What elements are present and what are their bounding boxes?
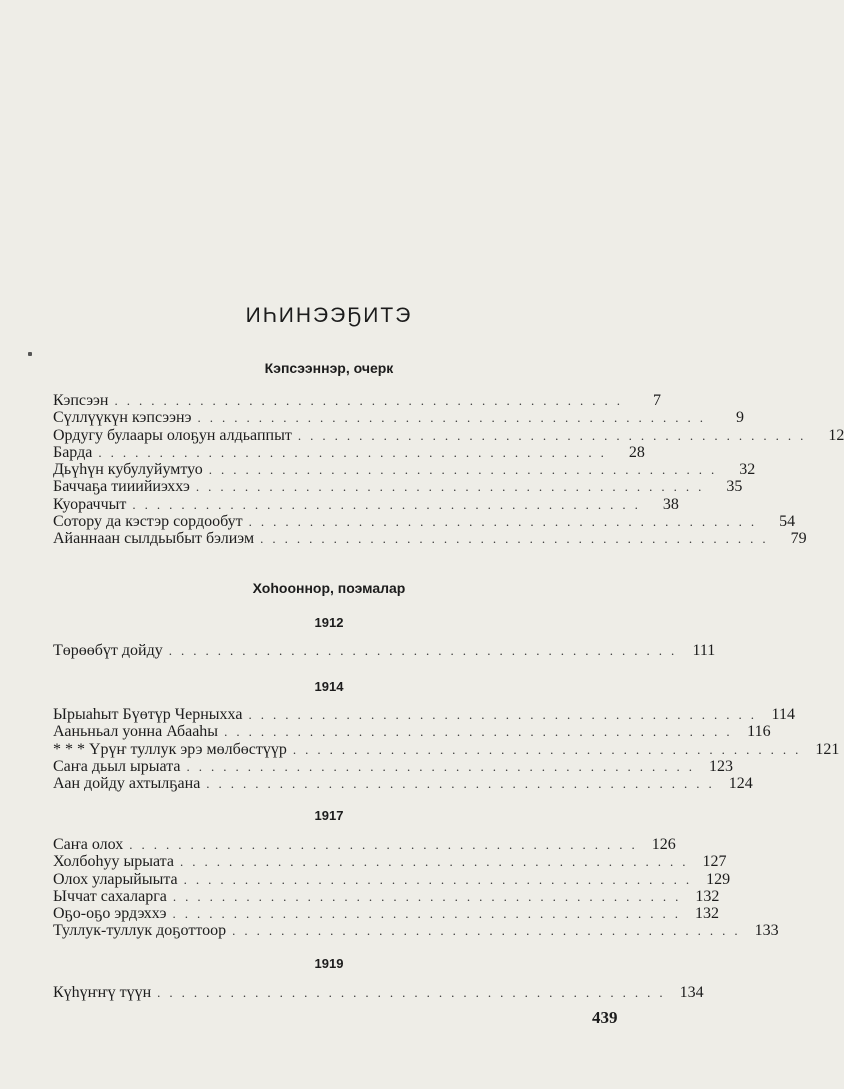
dot-leader: .......................................... [172, 888, 688, 904]
entry-page: 123 [709, 757, 733, 775]
entry-title: * * * Үрүҥ туллук эрэ мөлбөстүүр [53, 740, 287, 758]
entry-page: 7 [652, 392, 661, 409]
toc-entry [53, 392, 661, 409]
toc-entry [53, 461, 756, 479]
entry-title: Куораччыт [53, 495, 127, 513]
entry-title: Ааньньал уонна Абааһы [53, 723, 219, 741]
entry-page: 126 [651, 836, 676, 853]
page-title: ИҺИНЭЭҔИТЭ [245, 304, 413, 327]
section-heading-poems: Хоһооннор, поэмалар [252, 580, 406, 596]
entry-title: Сүллүүкүн кэпсээнэ [53, 409, 192, 427]
entry-page: 111 [692, 642, 716, 659]
entry-title: Оҕо-оҕо эрдэххэ [53, 905, 167, 923]
dot-leader: .......................................... [195, 479, 711, 495]
entry-title: Саҥа олох [53, 836, 124, 853]
entry-title: Баччаҕа тииийиэххэ [53, 478, 190, 496]
toc-entry [53, 513, 796, 531]
dot-leader: .......................................... [157, 985, 672, 1000]
toc-group-1917 [53, 836, 779, 940]
dot-leader: .......................................... [132, 496, 647, 512]
entry-title: Дьүһүн кубулуйумтуо [53, 461, 203, 479]
entry-title: Холбоһуу ырыата [53, 853, 174, 871]
dot-leader: .......................................... [248, 707, 763, 722]
entry-page: 12 [828, 426, 844, 444]
entry-title: Туллук-туллук доҕоттоор [53, 922, 227, 940]
entry-title: Сотору да кэстэр сордообут [53, 513, 243, 531]
toc-group-1912 [53, 642, 716, 659]
entry-page: 134 [679, 984, 704, 1001]
dot-leader: .......................................... [98, 444, 613, 460]
entry-page: 127 [702, 853, 727, 871]
entry-page: 132 [694, 905, 719, 923]
entry-title: Ыччат сахаларга [53, 887, 167, 905]
dot-leader: .......................................... [168, 643, 684, 658]
dot-leader: .......................................... [206, 776, 721, 792]
entry-page: 79 [790, 530, 807, 548]
toc-entry [53, 426, 844, 444]
toc-entry [53, 723, 771, 741]
entry-page: 9 [735, 409, 744, 427]
dot-leader: .......................................... [172, 906, 687, 922]
entry-page: 129 [706, 870, 731, 888]
dot-leader: .......................................... [208, 462, 724, 478]
toc-entry [53, 495, 679, 513]
entry-page: 133 [754, 922, 779, 940]
toc-entry [53, 706, 795, 723]
entry-title: Аан дойду ахтылҕана [53, 775, 201, 793]
dot-leader: .......................................... [292, 741, 808, 757]
entry-page: 54 [779, 513, 796, 531]
toc-entry [53, 443, 645, 461]
toc-entry [53, 409, 744, 427]
entry-title: Олох уларыйыыта [53, 870, 178, 888]
toc-entry [53, 887, 720, 905]
entry-page: 28 [628, 443, 645, 461]
dot-leader: .......................................... [260, 531, 775, 547]
page-number: 439 [592, 1008, 618, 1027]
toc-entry [53, 853, 727, 871]
toc-entry [53, 642, 716, 659]
entry-title: Ырыаһыт Бүөтүр Черныхха [53, 706, 243, 723]
entry-page: 132 [695, 887, 720, 905]
dot-leader: .......................................... [183, 871, 699, 887]
dot-leader: .......................................... [197, 410, 712, 426]
entry-title: Айаннаан сылдьыбыт бэлиэм [53, 530, 255, 548]
dot-leader: .......................................... [129, 837, 644, 852]
entry-title: Төрөөбүт дойду [53, 642, 163, 659]
entry-page: 114 [771, 706, 795, 723]
dot-leader: .......................................... [224, 724, 739, 740]
entry-page: 121 [815, 740, 840, 758]
toc-group-1919 [53, 984, 704, 1001]
entry-title: Ордугу булаары олоҕун алдьаппыт [53, 426, 292, 444]
entry-page: 32 [739, 461, 756, 479]
toc-entry [53, 478, 743, 496]
dot-leader: .......................................... [179, 854, 695, 870]
entry-title: Кэпсээн [53, 392, 109, 409]
toc-entry [53, 530, 807, 548]
toc-entry [53, 740, 840, 758]
dot-leader: .......................................... [114, 393, 629, 408]
year-heading: 1912 [314, 615, 344, 630]
dot-leader: .......................................... [248, 514, 764, 530]
dot-leader: .......................................... [186, 758, 701, 774]
entry-page: 116 [747, 723, 771, 741]
dot-leader: .......................................... [297, 427, 813, 443]
year-heading: 1917 [314, 808, 344, 823]
entry-page: 124 [728, 775, 753, 793]
entry-page: 35 [726, 478, 743, 496]
toc-entry [53, 984, 704, 1001]
toc-entry [53, 905, 719, 923]
toc-entry [53, 775, 753, 793]
dot-leader: .......................................... [232, 923, 747, 939]
toc-entry [53, 922, 779, 940]
entry-title: Саҥа дьыл ырыата [53, 757, 181, 775]
toc-entry [53, 836, 676, 853]
year-heading: 1919 [314, 956, 344, 971]
entry-title: Барда [53, 443, 93, 461]
toc-group-1914 [53, 706, 840, 793]
print-speck [28, 352, 32, 356]
entry-title: Күһүҥҥү түүн [53, 984, 152, 1001]
toc-entry [53, 757, 733, 775]
year-heading: 1914 [314, 679, 344, 694]
section-heading-stories: Кэпсээннэр, очерк [264, 360, 394, 376]
entry-page: 38 [662, 495, 679, 513]
toc-group-stories [53, 392, 844, 548]
toc-entry [53, 870, 731, 888]
